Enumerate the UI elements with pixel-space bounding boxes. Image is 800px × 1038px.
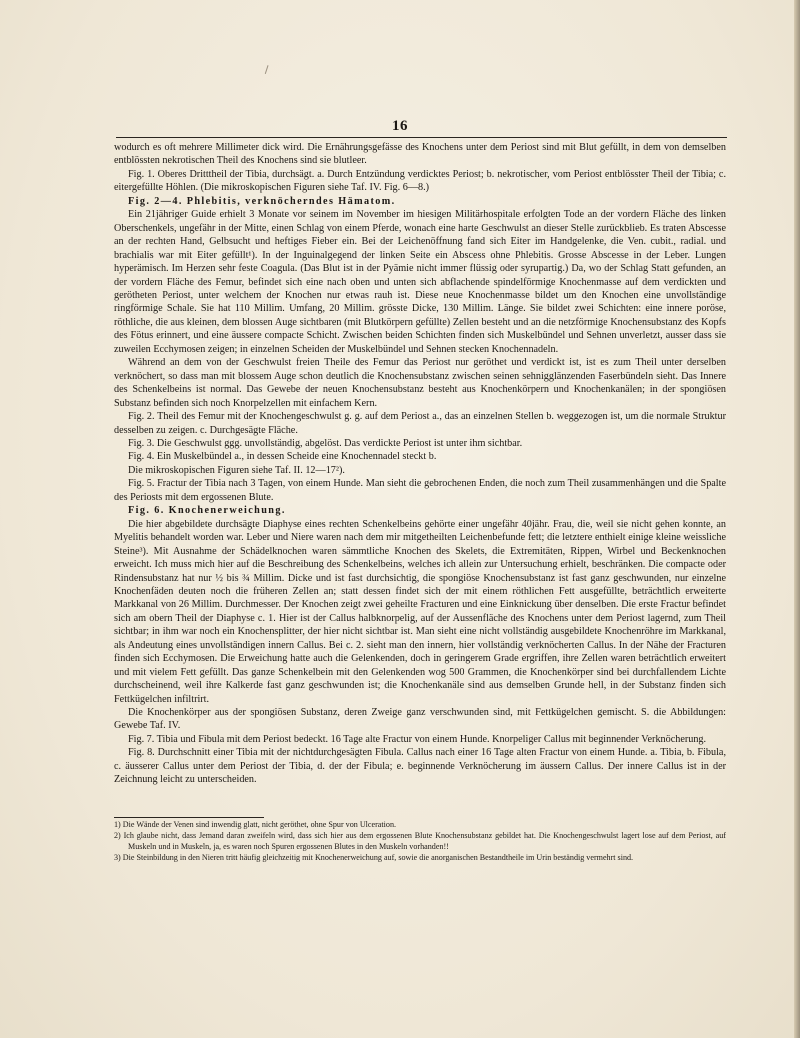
header-rule (116, 137, 727, 138)
body-text (114, 141, 726, 787)
page-number: 16 (392, 118, 408, 134)
footnote: 3) Die Steinbildung in den Nieren tritt häufig gleichzeitig mit Knochenerweichung auf, sowie die anorganischen Bestandtheile im Urin beständig vermehrt sind. (114, 852, 634, 862)
section-heading-phlebitis: Fig. 2—4. Phlebitis, verknöcherndes Hämatom. (128, 195, 396, 207)
figure-caption-2: Fig. 2. Theil des Femur mit der Knochengeschwulst g. g. auf dem Periost a., das an einzelnen Stellen b. weggezogen ist, um die normale Struktur desselben zu zeigen. c. Durchgesägte Fläche. (114, 411, 726, 436)
footnotes (114, 820, 726, 864)
figure-caption-3: Fig. 3. Die Geschwulst ggg. unvollständig, abgelöst. Das verdickte Periost ist unter ihm sichtbar. (128, 437, 523, 449)
figure-caption-5: Fig. 5. Fractur der Tibia nach 3 Tagen, von einem Hunde. Man sieht die gebrochenen Enden, die noch zum Theil zusammenhängen und die Spalte des Periosts mit dem ergossenen Blute. (114, 478, 726, 503)
footnote: 2) Ich glaube nicht, dass Jemand daran zweifeln wird, dass sich hier aus dem ergossenen Blute Knochensubstanz gebildet hat. Die Knochengeschwulst lagert lose auf dem Periost, auf Muskeln und in Muskeln, ja, es waren noch Spuren ergossenen Blutes in den Muskeln vorhanden!! (114, 830, 726, 851)
paragraph: Während an dem von der Geschwulst freien Theile des Femur das Periost nur geröthet und verdickt ist, ist es zum Theil unter derselben verknöchert, so dass man mit blossem Auge schon deutlich die Knochensubstanz zwischen seinen sehnigglänzenden Faserbündeln sieht. Das Innere des Schenkelbeins ist normal. Das Gewebe der neuen Knochensubstanz besteht aus Knochenkörpern und Knochenkanälen; in der spongiösen Substanz befinden sich noch Knorpelzellen mit einfachem Kern. (114, 357, 726, 409)
pencil-mark (265, 65, 274, 76)
page-edge-shadow (794, 0, 800, 1038)
footnote-rule (114, 817, 264, 818)
paragraph: Die Knochenkörper aus der spongiösen Substanz, deren Zweige ganz verschwunden sind, mit Fettkügelchen gemischt. S. die Abbildungen: Gewebe Taf. IV. (114, 707, 726, 732)
figure-caption-8: Fig. 8. Durchschnitt einer Tibia mit der nichtdurchgesägten Fibula. Callus nach einer 16 Tage alten Fractur von einem Hunde. a. Tibia, b. Fibula, c. äusserer Callus unter dem Periost der Tibia, d. der der Fibula; e. beginnende Verknöcherung im äussern Callus. Der innere Callus ist in der Zeichnung leicht zu unterscheiden. (114, 747, 726, 786)
paragraph: Die hier abgebildete durchsägte Diaphyse eines rechten Schenkelbeins gehörte einer ungefähr 40jähr. Frau, die, weil sie nicht gehen konnte, an Myelitis behandelt worden war. Leber und Niere waren nach dem mir mitgetheilten Leichenbefunde fett; die letztere enthielt einige kleine weissliche Steine³). Mit Ausnahme der Schädelknochen waren sämmtliche Knochen des Skelets, die Extremitäten, Rippen, Wirbel und Beckenknochen erweicht. Ich muss mich hier auf die Beschreibung des Schenkelbeins, welches ich allein zur Untersuchung erhielt, beschränken. Die compacte oder Rindensubstanz hat nur ½ bis ¾ Millim. Dicke und ist fast durchsichtig, die spongiöse Knochensubstanz ist fast ganz geschwunden, nur einzelne Knochenfäden deuten noch die früheren Zellen an; statt dessen findet sich der mit einem röthlichen Fett ausgefüllte, beträchtlich erweiterte Markkanal von 26 Millim. Durchmesser. Der Knochen zeigt zwei geheilte Fracturen und eine Einknickung über denselben. Die erste Fractur befindet sich am obern Theil der Diaphyse c. 1. Hier ist der Callus halbknorpelig, auf der Aussenfläche des Knochens unter dem Periost lagernd, zum Theil sichtbar; in ihm war noch ein Knochensplitter, der hier nicht sichtbar ist. Man sieht eine nicht vollständig ausgebildete Knochenröhre im Markkanal, als Andeutung eines unvollständigen innern Callus. Bei c. 2. sieht man den innern, hier vollständig verknöcherten Callus. In der Nähe der Fracturen finden sich Ecchymosen. Die Erweichung hatte auch die Gelenkenden, doch in geringerem Grade ergriffen, ihre Zellen waren beträchtlich erweitert und mit vielem Fett gefüllt. Das ganze Schenkelbein mit den Gelenkenden wog 500 Grammen, die Knochenkörper sind bei durchfallendem Lichte durchscheinend, weil ihre Kalkerde fast ganz geschwunden ist; die Knochenkanäle sind aus demselben Grunde hell, in der Substanz finden sich Fettkügelchen infiltrirt. (114, 518, 726, 705)
footnote: 1) Die Wände der Venen sind inwendig glatt, nicht geröthet, ohne Spur von Ulceration. (114, 820, 397, 829)
paragraph: Die mikroskopischen Figuren siehe Taf. II. 12—17²). (128, 464, 345, 476)
paragraph: wodurch es oft mehrere Millimeter dick wird. Die Ernährungsgefässe des Knochens unter dem Periost sind mit Blut gefüllt, in dem von demselben entblössten nekrotischen Theil des Knochens sind sie blutleer. (114, 142, 726, 167)
section-heading-knochenerweichung: Fig. 6. Knochenerweichung. (128, 505, 286, 517)
paragraph: Ein 21jähriger Guide erhielt 3 Monate vor seinem im November im hiesigen Militärhospitale erfolgten Tode an der vordern Fläche des linken Oberschenkels, ungefähr in der Mitte, einen Schlag von einem Pferde, wonach eine harte Geschwulst an dieser Stelle zurückblieb. Es traten Abscesse an der rechten Hand, Gelbsucht und heftiges Fieber ein. Bei der Leichenöffnung fand sich Eiter im Handgelenke, die Ven. cubit., radial. und brachialis war mit Eiter gefüllt¹). In der Inguinalgegend der linken Seite ein Abscess ohne Phlebitis. Grosse Abscesse in der Leber. Lungen hyperämisch. Im Herzen sehr feste Coagula. (Das Blut ist in der Pyämie nicht immer flüssig oder syrupartig.) Da, wo der Schlag Statt gefunden, an der vordern Fläche des Femur, befindet sich eine nach oben und unten sich abflachende spindelförmige Knochenmasse auf dem verdickten und gerötheten Periost, unter welchem der Knochen nur etwas rauh ist. Diese neue Knochenmasse bildet um den Knochen eine unvollständige ringförmige Schale. Sie hat 110 Millim. Umfang, 20 Millim. grösste Dicke, 130 Millim. Länge. Sie bildet zwei Schichten: eine innere poröse, röthliche, die aus kleinen, dem blossen Auge sichtbaren (mit Blutkörpern gefüllte) Zellen besteht und an die netzförmige Knochensubstanz des Kopfs des Fötus erinnert, und eine äussere compacte Schicht. Zwischen beiden Schichten finden sich Muskelbündel und Sehnen unverletzt, ausser dass sie zuweilen Ecchymosen zeigen; in einzelnen Scheiden der Muskelbündel und Sehnen stecken Knochennadeln. (114, 209, 726, 355)
figure-caption-7: Fig. 7. Tibia und Fibula mit dem Periost bedeckt. 16 Tage alte Fractur von einem Hunde. Knorpeliger Callus mit beginnender Verknöcherung. (128, 733, 707, 745)
figure-caption-4: Fig. 4. Ein Muskelbündel a., in dessen Scheide eine Knochennadel steckt b. (128, 451, 437, 463)
figure-caption-1: Fig. 1. Oberes Dritttheil der Tibia, durchsägt. a. Durch Entzündung verdicktes Periost; b. nekrotischer, vom Periost entblösster Theil der Tibia; c. eitergefüllte Höhlen. (Die mikroskopischen Figuren siehe Taf. IV. Fig. 6—8.) (114, 168, 726, 194)
